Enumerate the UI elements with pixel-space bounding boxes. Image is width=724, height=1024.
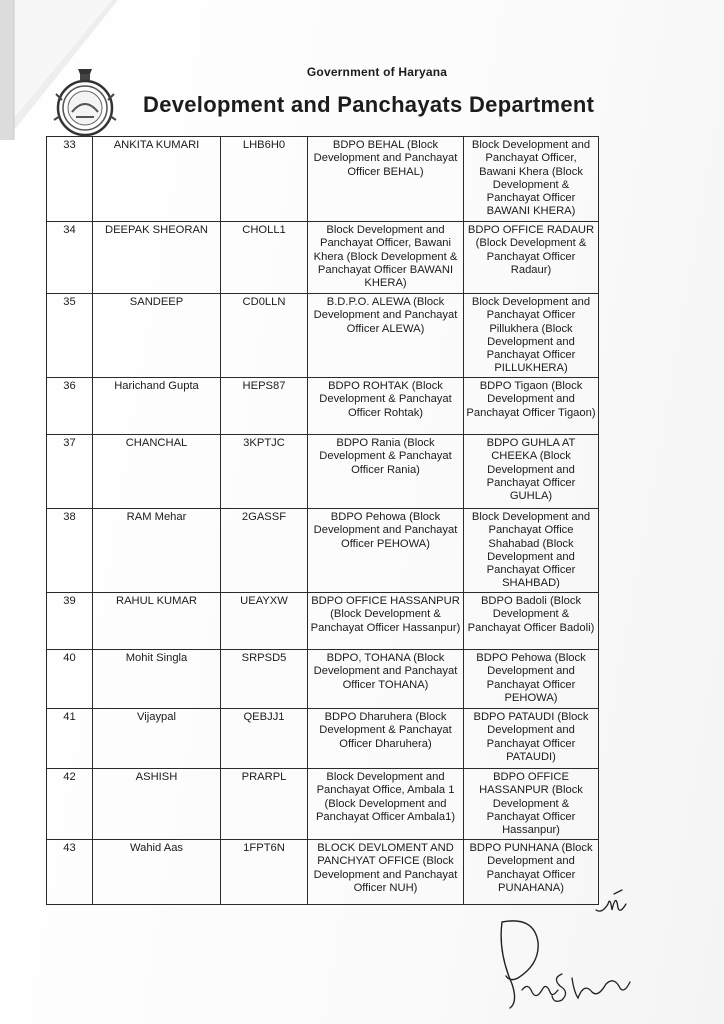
- new-posting-cell: BDPO OFFICE HASSANPUR (Block Development & Panchayat Officer Hassanpur): [464, 769, 599, 840]
- table-row: [47, 222, 599, 294]
- current-posting-cell: Block Development and Panchayat Officer, Bawani Khera (Block Development & Panchayat Officer BAWANI KHERA): [308, 222, 464, 294]
- serial-number-cell: 41: [47, 709, 93, 769]
- table-row: [47, 509, 599, 593]
- current-posting-cell: BDPO Pehowa (Block Development and Panchayat Officer PEHOWA): [308, 509, 464, 593]
- table-row: [47, 593, 599, 650]
- table-row: [47, 137, 599, 222]
- table-row: [47, 378, 599, 435]
- officer-name-cell: Vijaypal: [93, 709, 221, 769]
- table-row: [47, 294, 599, 378]
- current-posting-cell: Block Development and Panchayat Office, Ambala 1 (Block Development and Panchayat Officer Ambala1): [308, 769, 464, 840]
- serial-number-cell: 34: [47, 222, 93, 294]
- employee-code-cell: PRARPL: [221, 769, 308, 840]
- new-posting-cell: BDPO Tigaon (Block Development and Panchayat Officer Tigaon): [464, 378, 599, 435]
- officer-name-cell: Mohit Singla: [93, 650, 221, 709]
- new-posting-cell: Block Development and Panchayat Officer Pillukhera (Block Development and Panchayat Officer PILLUKHERA): [464, 294, 599, 378]
- government-name: Government of Haryana: [306, 65, 448, 79]
- current-posting-cell: BDPO ROHTAK (Block Development & Panchayat Officer Rohtak): [308, 378, 464, 435]
- officer-name-cell: DEEPAK SHEORAN: [93, 222, 221, 294]
- employee-code-cell: QEBJJ1: [221, 709, 308, 769]
- officer-name-cell: ASHISH: [93, 769, 221, 840]
- transfer-table: [46, 136, 599, 905]
- new-posting-cell: Block Development and Panchayat Office Shahabad (Block Development and Panchayat Officer SHAHBAD): [464, 509, 599, 593]
- serial-number-cell: 39: [47, 593, 93, 650]
- serial-number-cell: 42: [47, 769, 93, 840]
- table-row: [47, 840, 599, 905]
- new-posting-cell: BDPO PATAUDI (Block Development and Panchayat Officer PATAUDI): [464, 709, 599, 769]
- serial-number-cell: 40: [47, 650, 93, 709]
- officer-name-cell: Harichand Gupta: [93, 378, 221, 435]
- table-row: [47, 650, 599, 709]
- officer-name-cell: Wahid Aas: [93, 840, 221, 905]
- table-row: [47, 769, 599, 840]
- department-title: Development and Panchayats Department: [143, 92, 595, 117]
- employee-code-cell: 2GASSF: [221, 509, 308, 593]
- new-posting-cell: BDPO OFFICE RADAUR (Block Development & Panchayat Officer Radaur): [464, 222, 599, 294]
- current-posting-cell: B.D.P.O. ALEWA (Block Development and Panchayat Officer ALEWA): [308, 294, 464, 378]
- employee-code-cell: HEPS87: [221, 378, 308, 435]
- officer-name-cell: CHANCHAL: [93, 435, 221, 509]
- officer-signature-icon: [488, 912, 638, 1012]
- serial-number-cell: 36: [47, 378, 93, 435]
- employee-code-cell: CD0LLN: [221, 294, 308, 378]
- table-row: [47, 435, 599, 509]
- officer-name-cell: ANKITA KUMARI: [93, 137, 221, 222]
- serial-number-cell: 37: [47, 435, 93, 509]
- current-posting-cell: BDPO, TOHANA (Block Development and Panchayat Officer TOHANA): [308, 650, 464, 709]
- table-row: [47, 709, 599, 769]
- current-posting-cell: BDPO Dharuhera (Block Development & Panchayat Officer Dharuhera): [308, 709, 464, 769]
- officer-name-cell: RAM Mehar: [93, 509, 221, 593]
- new-posting-cell: BDPO Badoli (Block Development & Panchayat Officer Badoli): [464, 593, 599, 650]
- current-posting-cell: BDPO Rania (Block Development & Panchayat Officer Rania): [308, 435, 464, 509]
- current-posting-cell: BLOCK DEVLOMENT AND PANCHYAT OFFICE (Block Development and Panchayat Officer NUH): [308, 840, 464, 905]
- new-posting-cell: BDPO Pehowa (Block Development and Panchayat Officer PEHOWA): [464, 650, 599, 709]
- officer-name-cell: RAHUL KUMAR: [93, 593, 221, 650]
- serial-number-cell: 38: [47, 509, 93, 593]
- employee-code-cell: SRPSD5: [221, 650, 308, 709]
- employee-code-cell: 1FPT6N: [221, 840, 308, 905]
- serial-number-cell: 33: [47, 137, 93, 222]
- serial-number-cell: 35: [47, 294, 93, 378]
- employee-code-cell: 3KPTJC: [221, 435, 308, 509]
- new-posting-cell: BDPO GUHLA AT CHEEKA (Block Development and Panchayat Officer GUHLA): [464, 435, 599, 509]
- employee-code-cell: CHOLL1: [221, 222, 308, 294]
- new-posting-cell: BDPO PUNHANA (Block Development and Panchayat Officer PUNAHANA): [464, 840, 599, 905]
- current-posting-cell: BDPO BEHAL (Block Development and Panchayat Officer BEHAL): [308, 137, 464, 222]
- current-posting-cell: BDPO OFFICE HASSANPUR (Block Development & Panchayat Officer Hassanpur): [308, 593, 464, 650]
- new-posting-cell: Block Development and Panchayat Officer, Bawani Khera (Block Development & Panchayat Officer BAWANI KHERA): [464, 137, 599, 222]
- officer-name-cell: SANDEEP: [93, 294, 221, 378]
- employee-code-cell: UEAYXW: [221, 593, 308, 650]
- serial-number-cell: 43: [47, 840, 93, 905]
- employee-code-cell: LHB6H0: [221, 137, 308, 222]
